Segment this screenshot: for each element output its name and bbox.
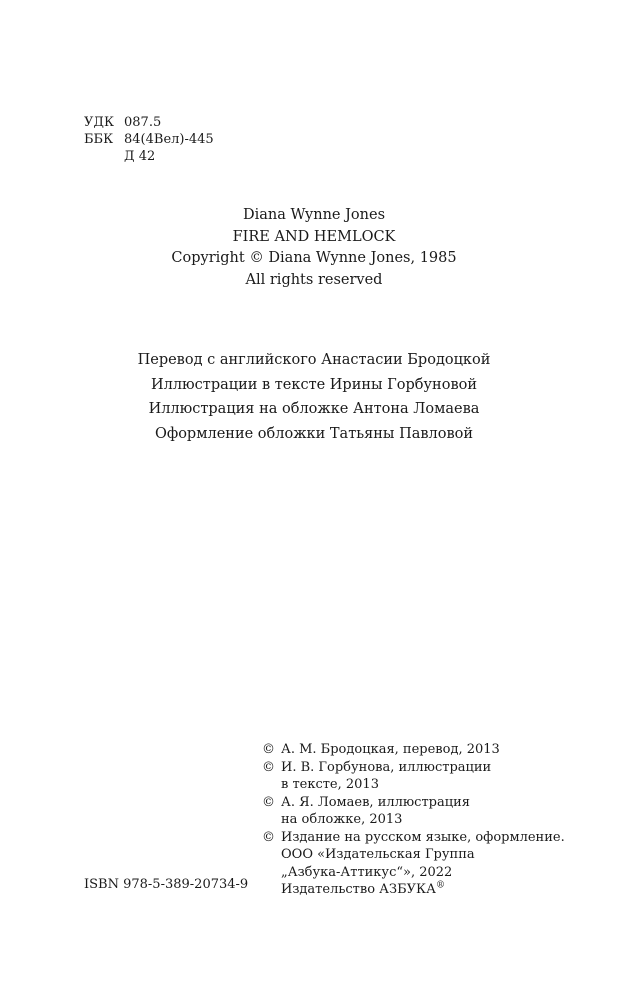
author-mark: Д 42	[124, 149, 156, 164]
credit-cover-design: Оформление обложки Татьяны Павловой	[154, 425, 474, 442]
copyright-edition: © Издание на русском языке, оформление.	[262, 829, 565, 845]
bbk-value: 84(4Вел)-445	[124, 132, 214, 147]
copyright-cover-cont: на обложке, 2013	[281, 812, 403, 827]
copyright-illustrations-cont: в тексте, 2013	[281, 777, 379, 792]
copyright-symbol: ©	[262, 759, 275, 775]
udk-row	[84, 114, 214, 131]
publisher-line-2: „Азбука-Аттикус“», 2022	[281, 864, 453, 880]
udk-value: 087.5	[124, 115, 162, 130]
classification-block	[84, 114, 214, 165]
bbk-row	[84, 131, 214, 148]
copyright-block	[262, 741, 565, 899]
copyright-cover: © А. Я. Ломаев, иллюстрация	[262, 794, 470, 810]
credit-text-illustrations: Иллюстрации в тексте Ирины Горбуновой	[150, 376, 478, 393]
copyright-symbol: ©	[262, 742, 275, 757]
registered-mark: ®	[435, 880, 445, 891]
credits-block	[0, 348, 628, 446]
publisher-name: Издательство АЗБУКА	[281, 882, 436, 897]
rights-notice: All rights reserved	[245, 271, 383, 288]
original-author: Diana Wynne Jones	[242, 207, 386, 223]
isbn: ISBN 978-5-389-20734-9	[84, 877, 249, 892]
publisher-line-3	[262, 881, 565, 899]
credit-translation: Перевод с английского Анастасии Бродоцкой	[137, 352, 491, 368]
original-edition-block	[0, 205, 628, 291]
original-title: FIRE AND HEMLOCK	[232, 228, 396, 245]
publisher-line-1: ООО «Издательская Группа	[281, 847, 475, 862]
credit-cover-illustration: Иллюстрация на обложке Антона Ломаева	[148, 401, 480, 417]
copyright-translation: © А. М. Бродоцкая, перевод, 2013	[262, 742, 500, 757]
author-mark-row	[84, 148, 214, 165]
copyright-symbol: ©	[262, 794, 275, 810]
copyright-illustrations: © И. В. Горбунова, иллюстрации	[262, 759, 492, 775]
bbk-label: ББК	[84, 132, 114, 147]
original-copyright: Copyright © Diana Wynne Jones, 1985	[171, 250, 457, 266]
udk-label: УДК	[84, 115, 115, 130]
copyright-symbol: ©	[262, 829, 275, 845]
